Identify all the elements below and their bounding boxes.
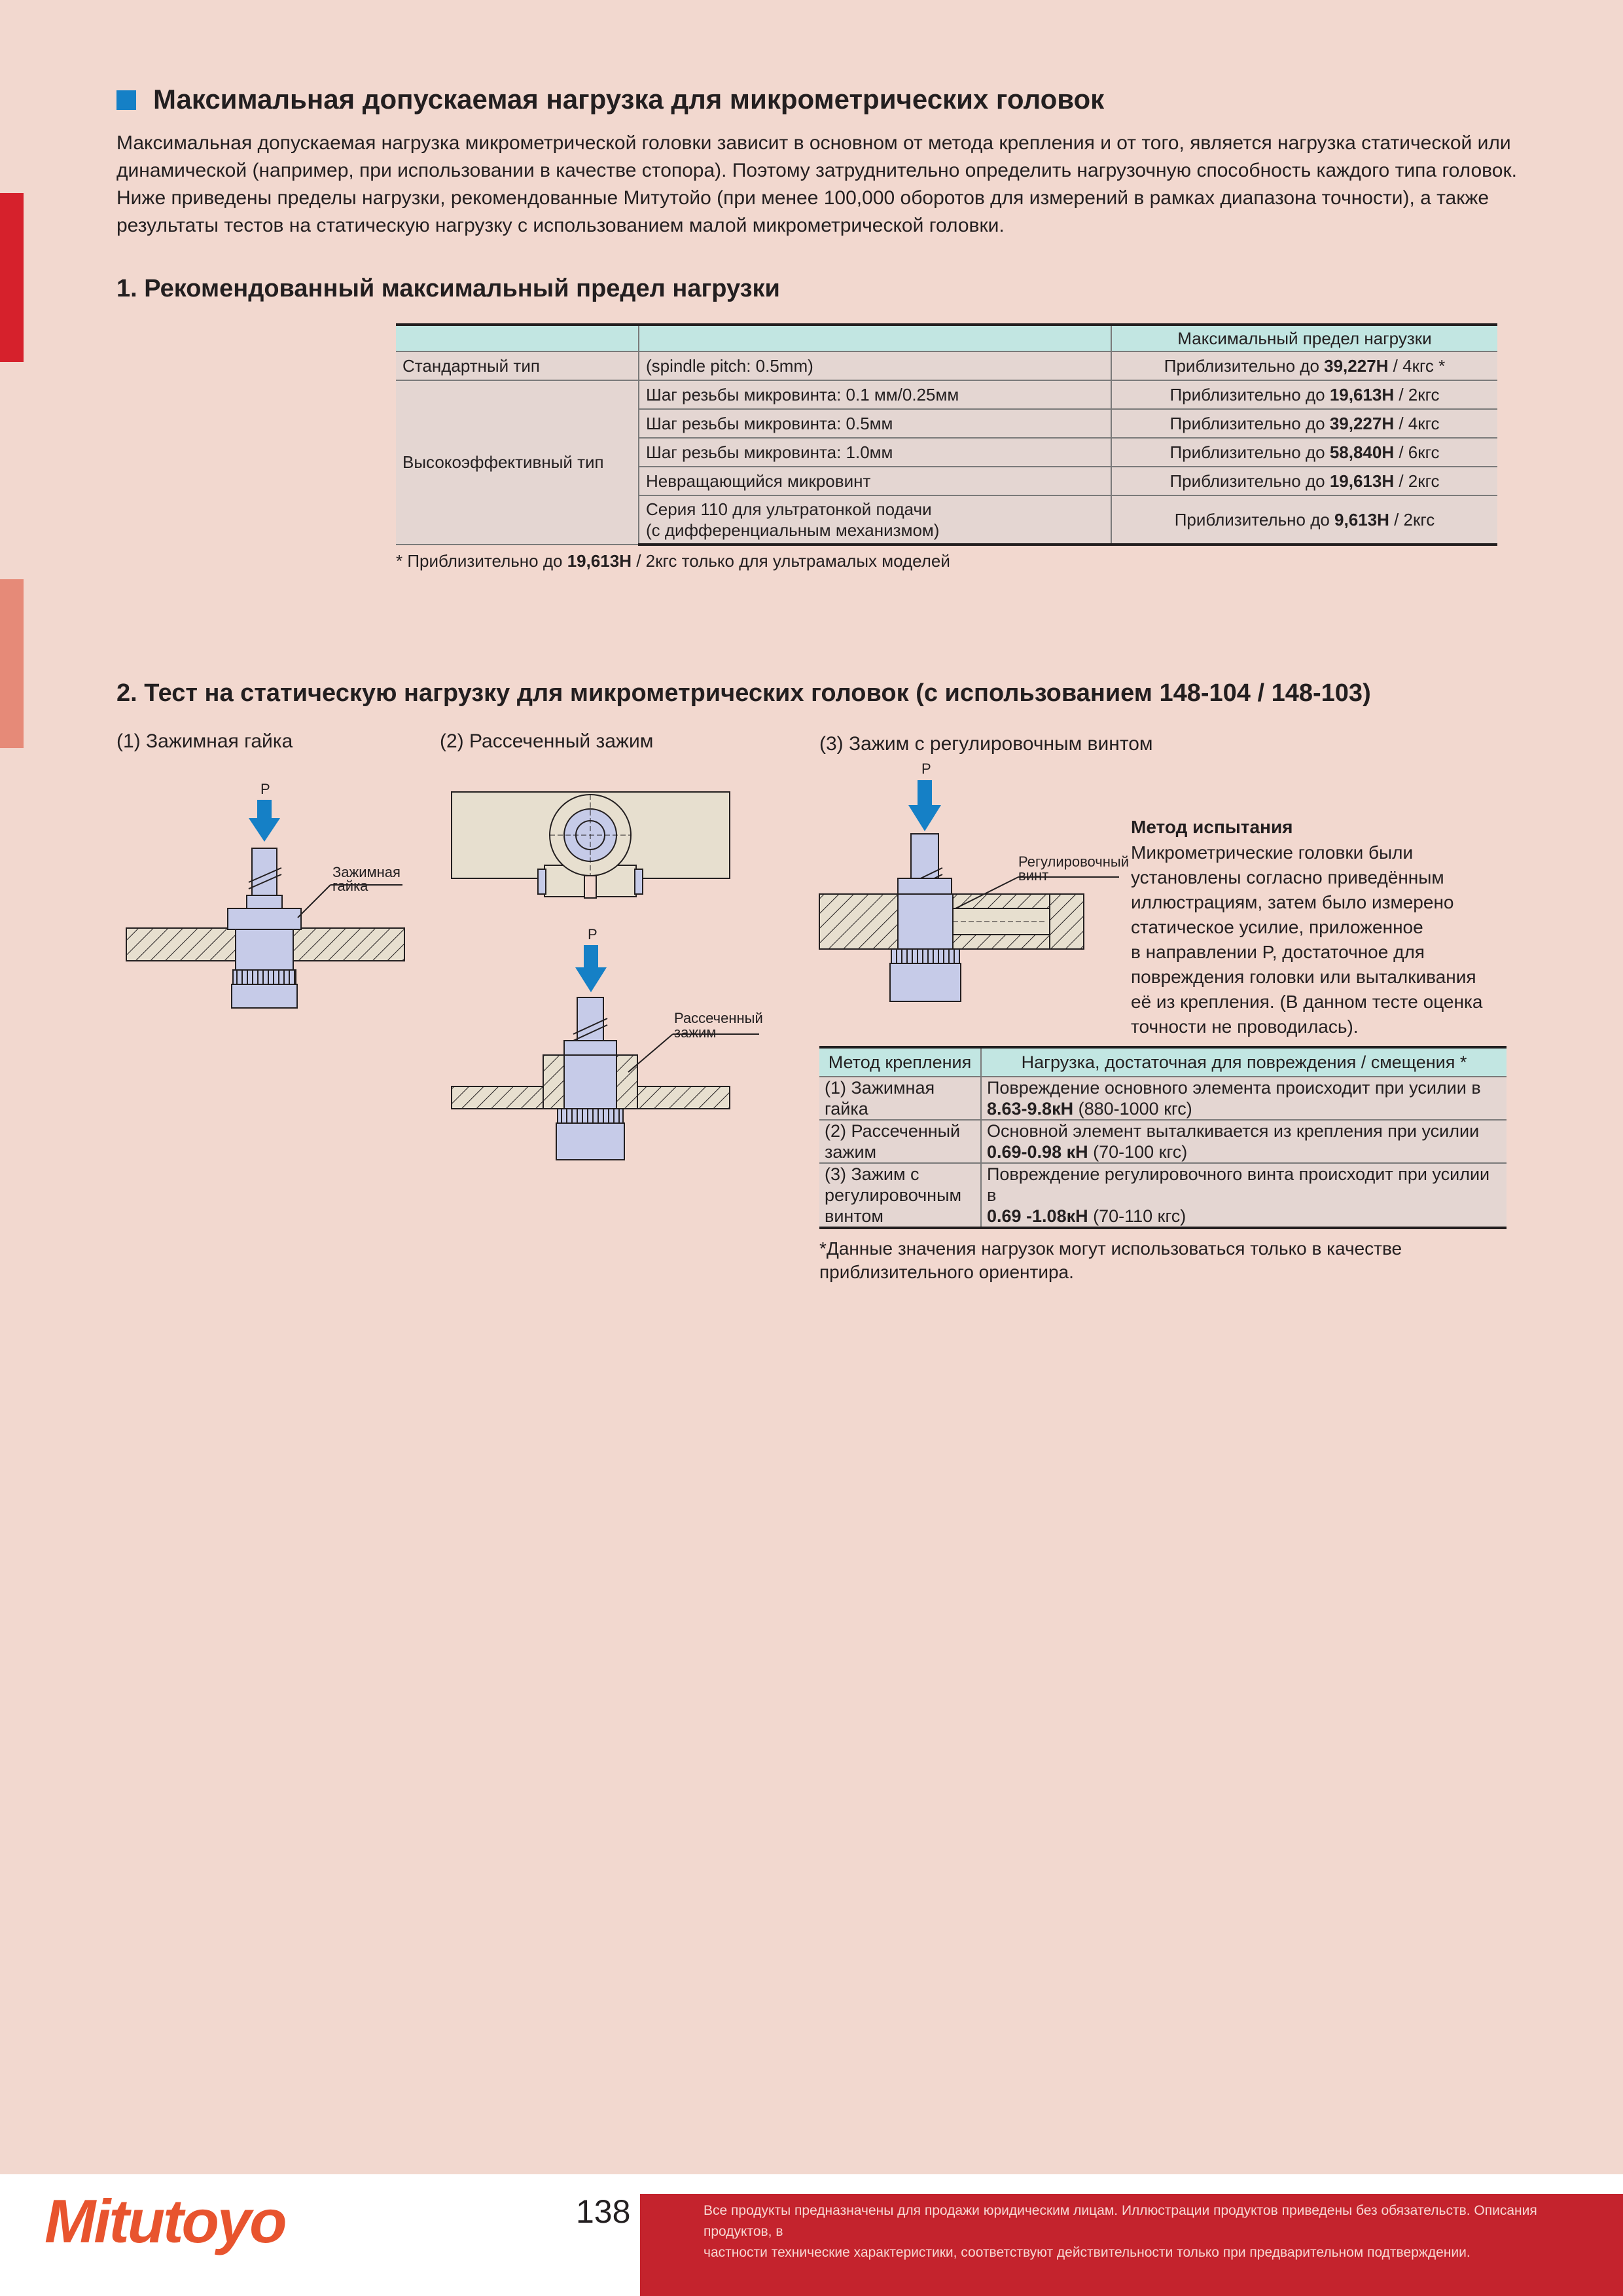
table-row: Невращающийся микровинт Приблизительно до 19,613Н / 2кгс bbox=[396, 467, 1497, 495]
caption-split-clamp: (2) Рассеченный зажим bbox=[440, 730, 654, 752]
table-header-row: Максимальный предел нагрузки bbox=[396, 325, 1497, 351]
label-split-clamp-2: зажим bbox=[674, 1024, 717, 1041]
force-arrow-icon bbox=[575, 945, 607, 992]
force-label: P bbox=[260, 781, 270, 797]
split-clamp-diagram bbox=[452, 792, 763, 1160]
label-clamp-nut-1: Зажимная bbox=[332, 864, 401, 880]
force-arrow-icon bbox=[908, 780, 941, 831]
label-clamp-nut-2: гайка bbox=[332, 878, 368, 894]
footer-disclaimer: Все продукты предназначены для продажи юридическим лицам. Иллюстрации продуктов приведены без обязательств. Описания продуктов, в частности технические характеристики, соответствуют действительности только при предварительном подтверждении. bbox=[704, 2203, 1537, 2260]
label-split-clamp-1: Рассеченный bbox=[674, 1010, 763, 1026]
clamp-nut-diagram bbox=[126, 781, 404, 1008]
table-row: Серия 110 для ультратонкой подачи (с дифференциальным механизмом) Приблизительно до 9,613Н / 2кгс bbox=[396, 495, 1497, 545]
force-label: P bbox=[921, 761, 931, 777]
page-number: 138 bbox=[576, 2193, 631, 2230]
label-adjusting-screw-2: винт bbox=[1018, 867, 1049, 884]
mitutoyo-logo: Mitutoyo bbox=[45, 2187, 285, 2255]
table-row: Стандартный тип (spindle pitch: 0.5mm) Приблизительно до 39,227Н / 4кгс * bbox=[396, 351, 1497, 380]
table-row: (1) Зажимная гайка Повреждение основного элемента происходит при усилии в 8.63-9.8кН (880-1000 кгс) bbox=[819, 1077, 1507, 1120]
table-row: Шаг резьбы микровинта: 1.0мм Приблизительно до 58,840Н / 6кгс bbox=[396, 438, 1497, 467]
force-label: P bbox=[588, 926, 597, 942]
section1-title: 1. Рекомендованный максимальный предел нагрузки bbox=[116, 275, 780, 302]
intro-paragraph: Максимальная допускаемая нагрузка микрометрической головки зависит в основном от метода крепления и от того, является нагрузка статической или динамической (например, при использовании в качестве стопора). Поэтому затруднительно определить нагрузочную способность каждого типа головок. Ниже приведены пределы нагрузки, рекомендованные Митутойо (при менее 100,000 оборотов для измерений в рамках диапазона точности), а также результаты тестов на статическую нагрузку с использованием малой микрометрической головки. bbox=[116, 132, 1517, 236]
table-row: Высокоэффективный тип Шаг резьбы микровинта: 0.1 мм/0.25мм Приблизительно до 19,613Н / 2кгс bbox=[396, 380, 1497, 409]
table-row: Шаг резьбы микровинта: 0.5мм Приблизительно до 39,227Н / 4кгс bbox=[396, 409, 1497, 438]
force-arrow-icon bbox=[249, 800, 280, 842]
table-footnote: * Приблизительно до 19,613Н / 2кгс только для ультрамалых моделей bbox=[396, 551, 950, 571]
label-adjusting-screw-1: Регулировочный bbox=[1018, 853, 1129, 870]
section2-title: 2. Тест на статическую нагрузку для микрометрических головок (с использованием 148-104 / 148-103) bbox=[116, 679, 1371, 707]
table-header-row: Метод крепления Нагрузка, достаточная для повреждения / смещения * bbox=[819, 1047, 1507, 1077]
caption-adjusting-screw: (3) Зажим с регулировочным винтом bbox=[819, 733, 1153, 755]
static-load-table bbox=[819, 1046, 1507, 1229]
table2-footnote: *Данные значения нагрузок могут использоваться только в качестве приблизительного ориентира. bbox=[819, 1238, 1402, 1282]
table-row: (2) Рассеченный зажим Основной элемент выталкивается из крепления при усилии 0.69-0.98 кН (70-100 кгс) bbox=[819, 1120, 1507, 1163]
table-row: (3) Зажим с регулировочным винтом Повреждение регулировочного винта происходит при усилии в 0.69 -1.08кН (70-110 кгс) bbox=[819, 1163, 1507, 1228]
test-method-title: Метод испытания bbox=[1131, 817, 1293, 837]
caption-clamp-nut: (1) Зажимная гайка bbox=[116, 730, 293, 752]
adjusting-screw-diagram bbox=[819, 761, 1129, 1001]
test-method-text: Микрометрические головки были установлены согласно приведённым иллюстрациям, затем было измерено статическое усилие, приложенное в направлении P, достаточное для повреждения головки или выталкивания её из крепления. (В данном тесте оценка точности не проводилась). bbox=[1131, 842, 1483, 1037]
page-title: Максимальная допускаемая нагрузка для микрометрических головок bbox=[116, 84, 1104, 115]
